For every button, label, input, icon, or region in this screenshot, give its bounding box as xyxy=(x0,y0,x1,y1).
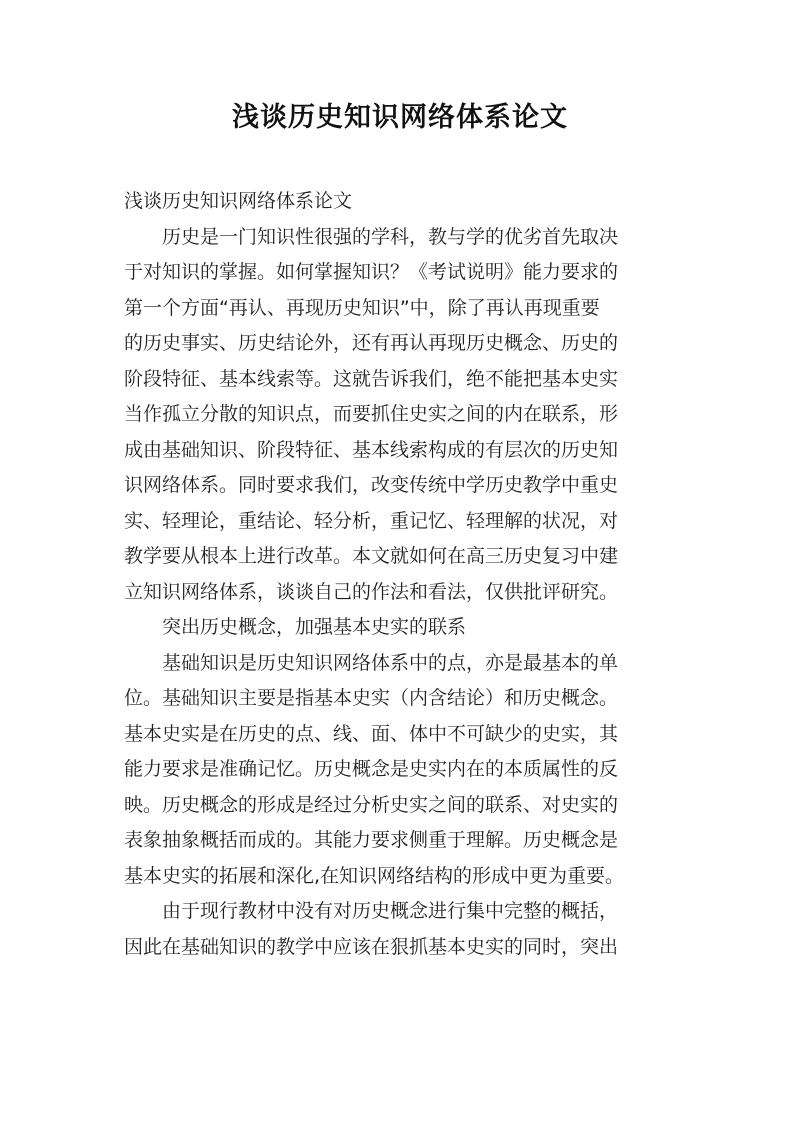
paragraph-line: 基本史实的拓展和深化,在知识网络结构的形成中更为重要。 xyxy=(124,864,625,887)
paragraph-line: 历史是一门知识性很强的学科，教与学的优劣首先取决 xyxy=(162,225,619,248)
paragraph-line: 第一个方面“再认、再现历史知识”中，除了再认再现重要 xyxy=(124,296,600,319)
paragraph-line: 教学要从根本上进行改革。本文就如何在高三历史复习中建 xyxy=(124,545,619,567)
document-title: 浅谈历史知识网络体系论文 xyxy=(232,102,568,133)
paragraph-line: 因此在基础知识的教学中应该在狠抓基本史实的同时，突出 xyxy=(124,935,619,958)
paragraph-line: 能力要求是准确记忆。历史概念是史实内在的本质属性的反 xyxy=(124,758,619,780)
paragraph-line: 位。基础知识主要是指基本史实（内含结论）和历史概念。 xyxy=(124,687,619,709)
paragraph-line: 当作孤立分散的知识点，而要抓住史实之间的内在联系，形 xyxy=(124,403,619,425)
section-heading: 突出历史概念，加强基本史实的联系 xyxy=(162,616,467,638)
paragraph-line: 成由基础知识、阶段特征、基本线索构成的有层次的历史知 xyxy=(124,438,619,461)
paragraph-line: 由于现行教材中没有对历史概念进行集中完整的概括， xyxy=(162,900,619,922)
paragraph-line: 的历史事实、历史结论外，还有再认再现历史概念、历史的 xyxy=(124,332,619,354)
paragraph-line: 实、轻理论，重结论、轻分析，重记忆、轻理解的状况，对 xyxy=(124,509,619,532)
paragraph-line: 表象抽象概括而成的。其能力要求侧重于理解。历史概念是 xyxy=(124,829,619,851)
document-subtitle: 浅谈历史知识网络体系论文 xyxy=(124,190,353,212)
paragraph-line: 映。历史概念的形成是经过分析史实之间的联系、对史实的 xyxy=(124,793,619,816)
paragraph-line: 阶段特征、基本线索等。这就告诉我们，绝不能把基本史实 xyxy=(124,367,619,390)
paragraph-line: 立知识网络体系，谈谈自己的作法和看法，仅供批评研究。 xyxy=(124,580,619,603)
document-body xyxy=(124,184,692,965)
paragraph-line: 于对知识的掌握。如何掌握知识？《考试说明》能力要求的 xyxy=(124,261,619,283)
paragraph-line: 基本史实是在历史的点、线、面、体中不可缺少的史实，其 xyxy=(124,722,619,745)
paragraph-line: 基础知识是历史知识网络体系中的点，亦是最基本的单 xyxy=(162,651,619,674)
paragraph-line: 识网络体系。同时要求我们，改变传统中学历史教学中重史 xyxy=(124,474,619,496)
